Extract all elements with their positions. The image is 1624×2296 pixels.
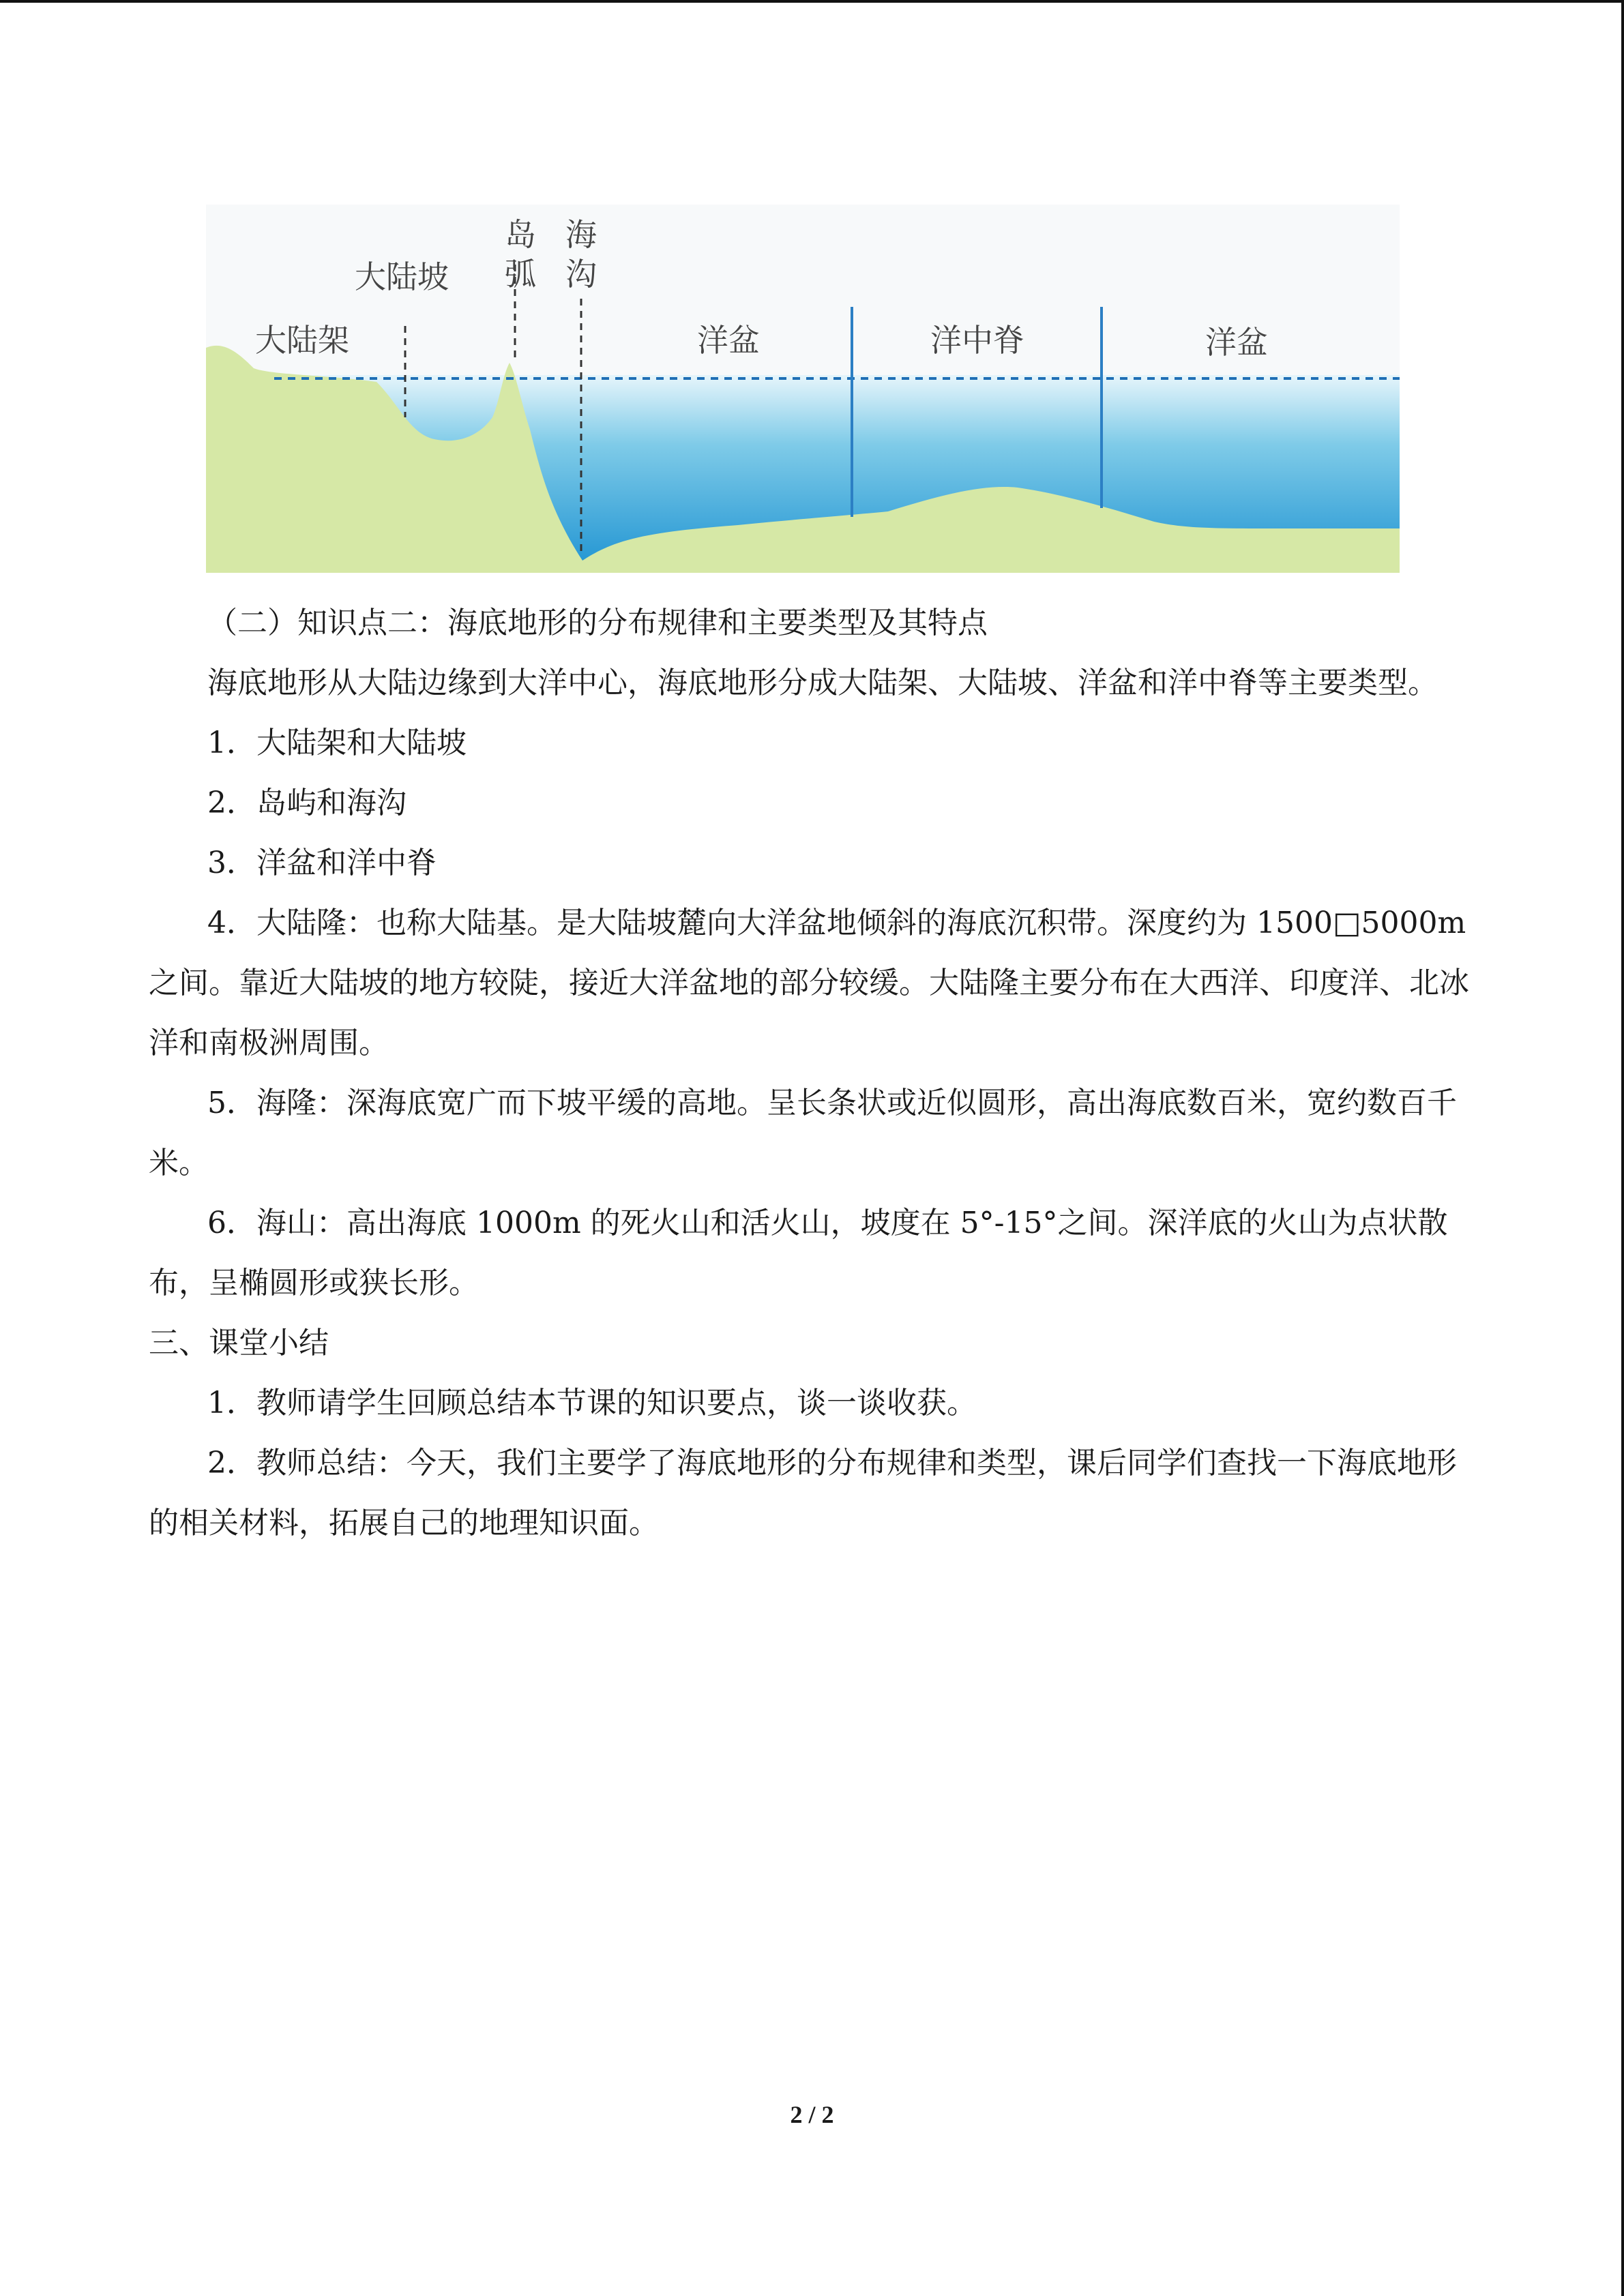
list-item-6: 6．海山：高出海底 1000m 的死火山和活火山，坡度在 5°-15°之间。深洋底的火山为点状散布，呈椭圆形或狭长形。 bbox=[149, 1206, 1448, 1300]
document-body bbox=[149, 593, 1479, 1553]
label-trench-2: 沟 bbox=[565, 256, 597, 293]
seafloor-profile-diagram bbox=[206, 205, 1400, 573]
label-island-arc-2: 弧 bbox=[505, 256, 536, 293]
page-number: 2 / 2 bbox=[790, 2101, 834, 2128]
top-border bbox=[0, 0, 1624, 3]
list-item-3: 3．洋盆和洋中脊 bbox=[207, 846, 437, 880]
label-basin-right: 洋盆 bbox=[1205, 324, 1268, 361]
list-item-5: 5．海隆：深海底宽广而下坡平缓的高地。呈长条状或近似圆形，高出海底数百米，宽约数百千米。 bbox=[149, 1086, 1457, 1180]
label-shelf: 大陆架 bbox=[255, 322, 349, 359]
section-heading: （二）知识点二：海底地形的分布规律和主要类型及其特点 bbox=[207, 606, 988, 640]
label-ridge: 洋中脊 bbox=[930, 322, 1024, 359]
label-basin-left: 洋盆 bbox=[697, 322, 760, 359]
right-border bbox=[1621, 0, 1624, 2296]
summary-item-1: 1．教师请学生回顾总结本节课的知识要点，谈一谈收获。 bbox=[207, 1386, 977, 1420]
list-item-2: 2．岛屿和海沟 bbox=[207, 786, 407, 820]
summary-heading: 三、课堂小结 bbox=[149, 1326, 329, 1360]
summary-item-2: 2．教师总结：今天，我们主要学了海底地形的分布规律和类型，课后同学们查找一下海底地形的相关材料，拓展自己的地理知识面。 bbox=[149, 1446, 1457, 1540]
label-slope: 大陆坡 bbox=[355, 258, 449, 295]
intro-paragraph: 海底地形从大陆边缘到大洋中心，海底地形分成大陆架、大陆坡、洋盆和洋中脊等主要类型。 bbox=[207, 666, 1438, 700]
list-item-4: 4．大陆隆：也称大陆基。是大陆坡麓向大洋盆地倾斜的海底沉积带。深度约为 1500□5000m 之间。靠近大陆坡的地方较陡，接近大洋盆地的部分较缓。大陆隆主要分布在大西洋、印度洋、北冰洋和南极洲周围。 bbox=[149, 906, 1469, 1060]
label-trench-1: 海 bbox=[565, 216, 597, 253]
list-item-1: 1．大陆架和大陆坡 bbox=[207, 726, 467, 760]
label-island-arc-1: 岛 bbox=[505, 216, 536, 253]
